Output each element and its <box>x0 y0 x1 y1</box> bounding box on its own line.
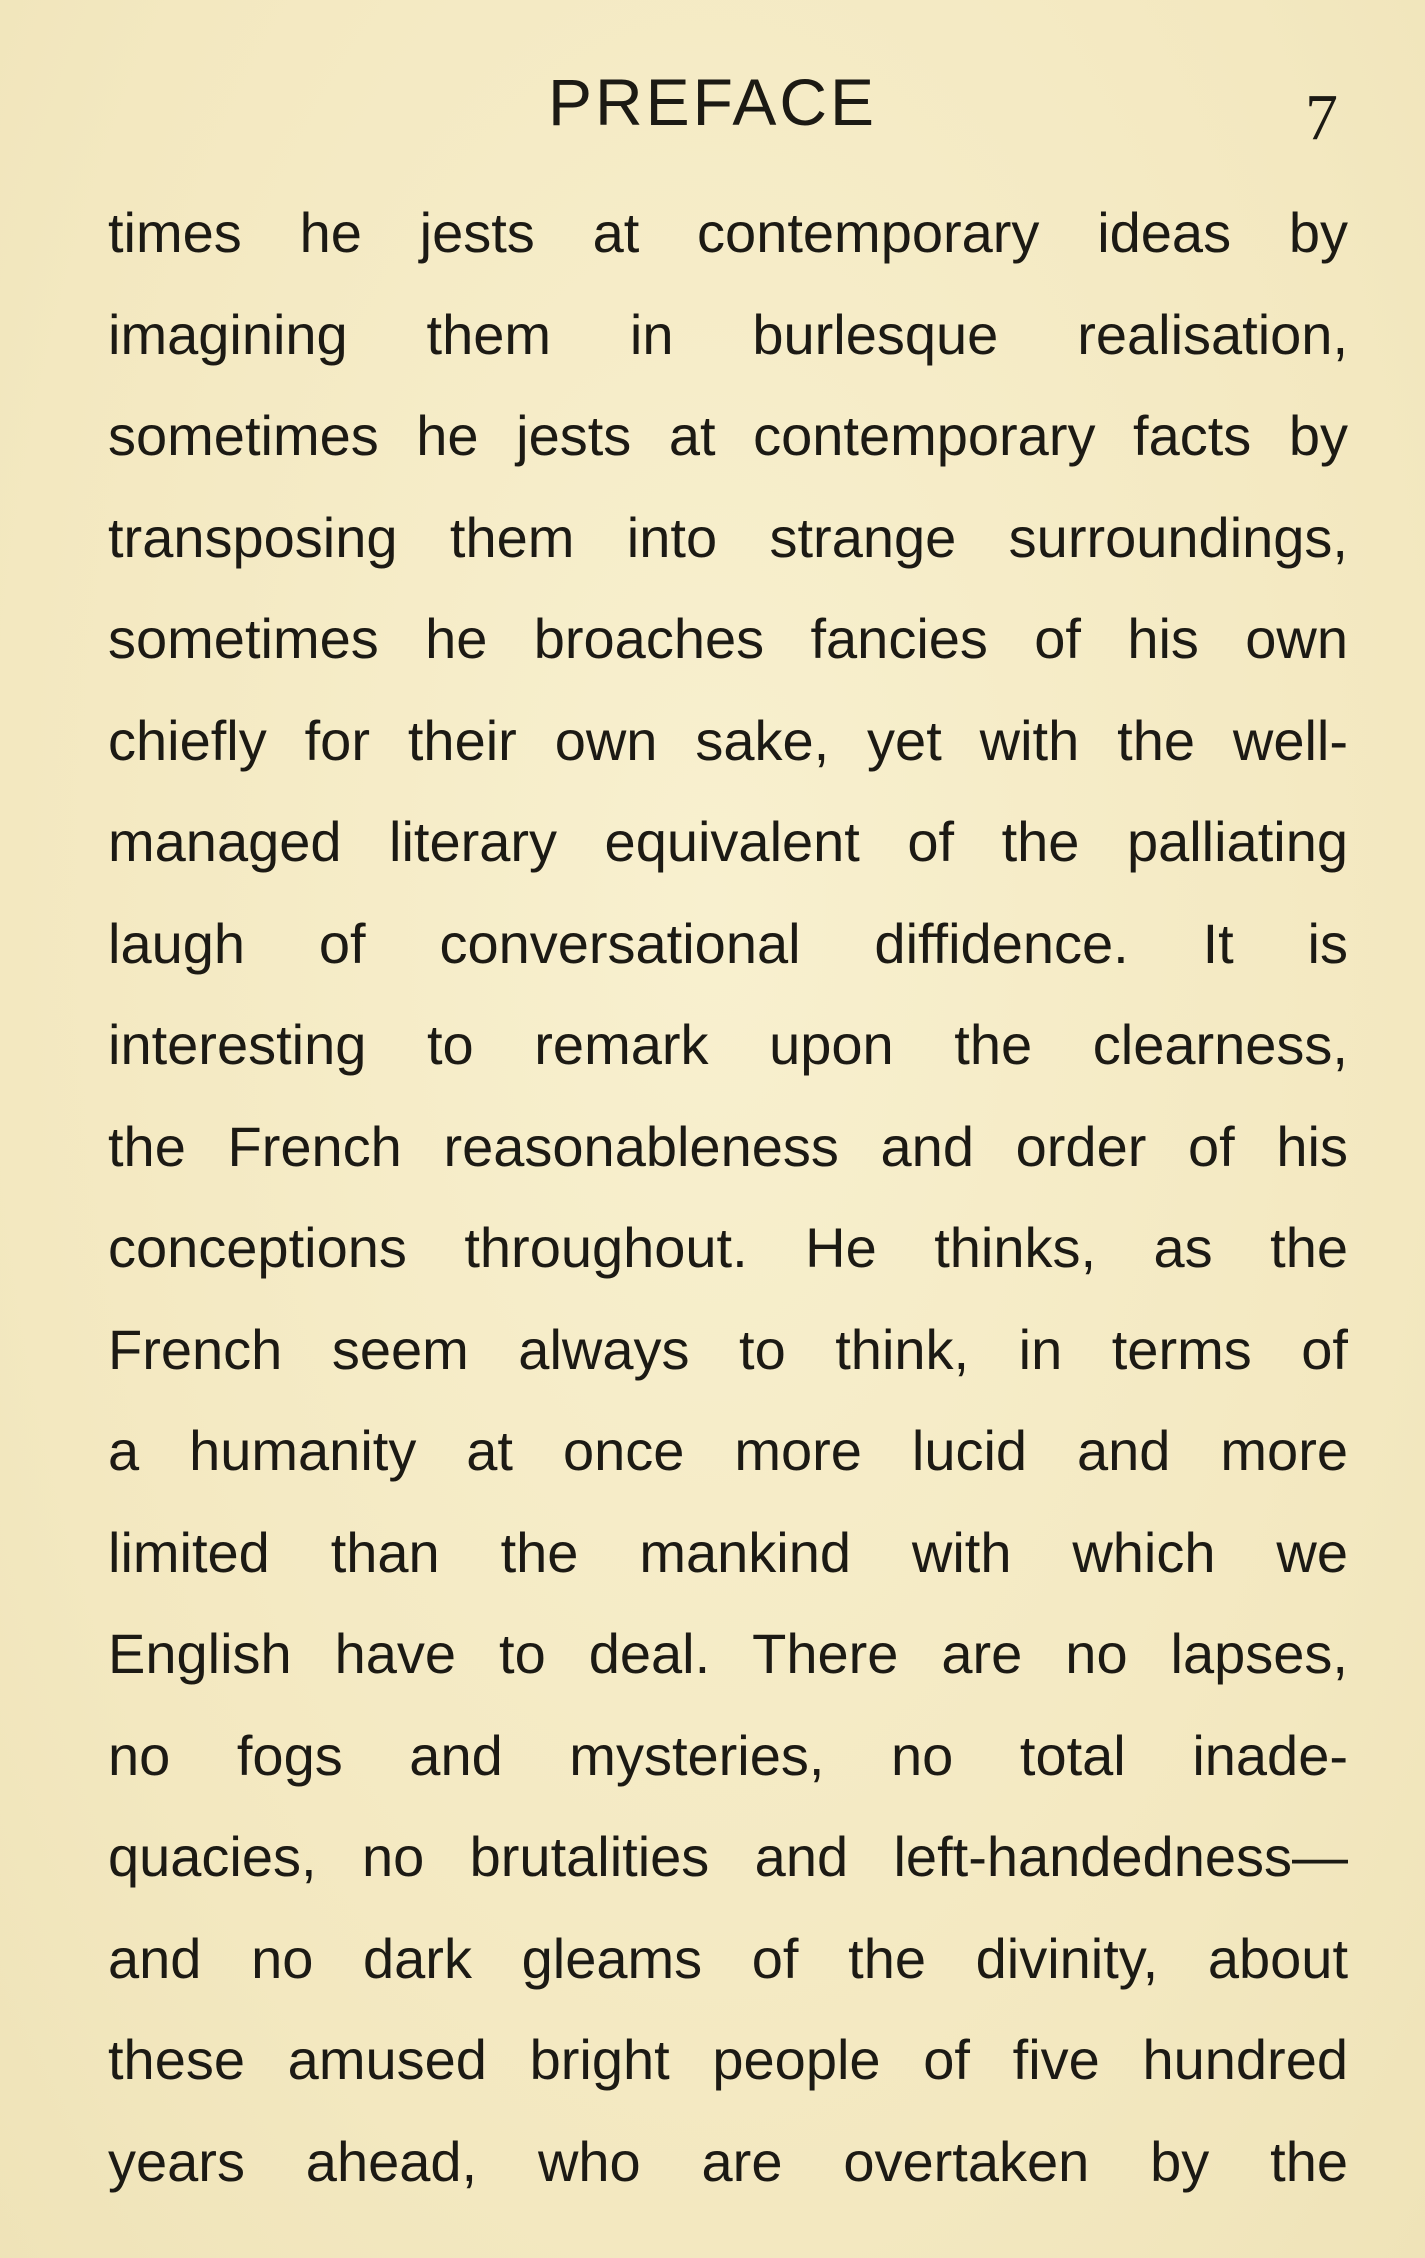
text-line: imagining them in burlesque realisation, <box>108 302 1348 366</box>
text-line: chiefly for their own sake, yet with the well- <box>108 708 1348 772</box>
text-line: years ahead, who are overtaken by the <box>108 2129 1348 2193</box>
text-line: no fogs and mysteries, no total inade- <box>108 1723 1348 1787</box>
running-head <box>0 62 1425 154</box>
text-line: transposing them into strange surroundings, <box>108 505 1348 569</box>
text-line: conceptions throughout. He thinks, as the <box>108 1216 1348 1279</box>
text-line: managed literary equivalent of the palliating <box>108 810 1348 873</box>
text-line: quacies, no brutalities and left-handedness— <box>108 1825 1348 1888</box>
running-title: PREFACE <box>547 65 878 139</box>
text-line: laugh of conversational diffidence. It is <box>108 911 1348 975</box>
text-line: sometimes he jests at contemporary facts by <box>108 404 1348 467</box>
text-line: limited than the mankind with which we <box>108 1520 1348 1584</box>
text-line: a humanity at once more lucid and more <box>108 1419 1348 1482</box>
text-line: these amused bright people of five hundred <box>108 2028 1348 2091</box>
page-number: 7 <box>1305 81 1338 154</box>
body-text <box>108 182 1348 2212</box>
text-line: French seem always to think, in terms of <box>108 1317 1348 1381</box>
text-line: the French reasonableness and order of his <box>108 1114 1348 1178</box>
text-line: times he jests at contemporary ideas by <box>108 201 1348 264</box>
text-line: interesting to remark upon the clearness, <box>108 1013 1348 1076</box>
text-line: and no dark gleams of the divinity, about <box>108 1926 1348 1990</box>
text-line: sometimes he broaches fancies of his own <box>108 607 1348 670</box>
text-line: English have to deal. There are no lapses, <box>108 1622 1348 1685</box>
